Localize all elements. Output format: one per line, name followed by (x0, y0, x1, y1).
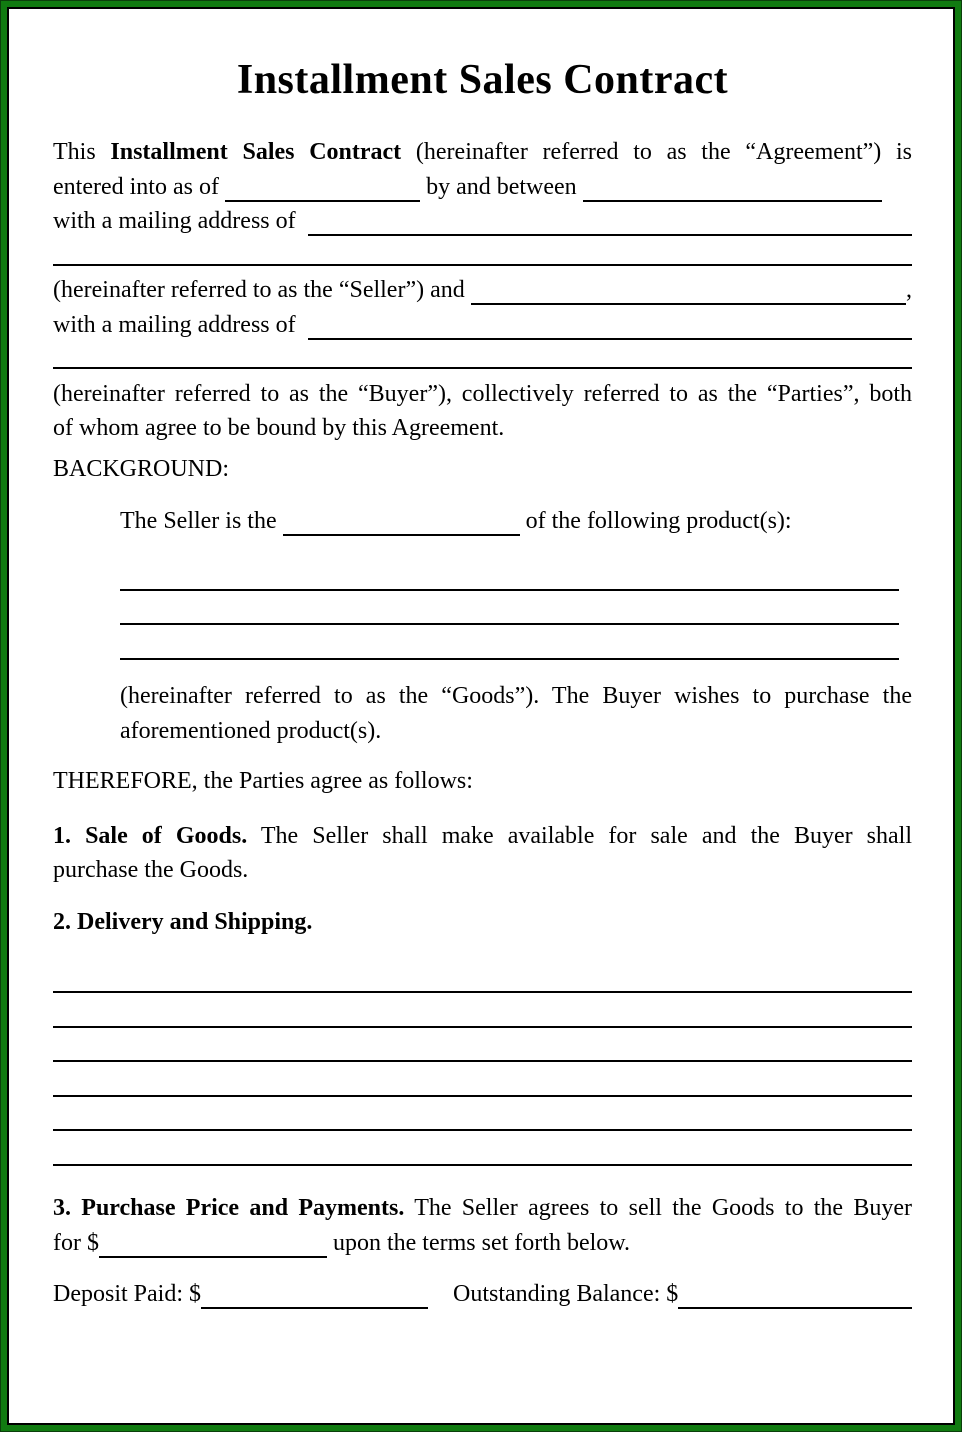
blank-field (99, 1231, 327, 1258)
text-segment: (hereinafter referred to as the “Goods”). The Buyer wishes to purchase the (120, 683, 912, 709)
text-segment: This (53, 139, 111, 165)
blank-rule-line (53, 1070, 912, 1105)
text-line (53, 819, 912, 854)
text-segment: of the following product(s): (519, 508, 792, 534)
text-segment: 3. Purchase Price and Payments. (53, 1195, 405, 1221)
text-line (53, 452, 912, 487)
text-line (53, 1277, 912, 1312)
text-line (120, 504, 912, 539)
product-blank-lines (53, 564, 912, 668)
text-segment: Outstanding Balance: $ (453, 1281, 679, 1307)
blank-field (678, 1282, 912, 1309)
text-segment: THEREFORE, the Parties agree as follows: (53, 768, 473, 794)
background-heading (53, 452, 912, 487)
text-line (53, 204, 912, 239)
goods-paragraph (53, 679, 912, 748)
text-line (120, 679, 912, 714)
blank-field (308, 313, 912, 340)
text-segment: for $ (53, 1229, 99, 1256)
section-3-purchase-price (53, 1191, 912, 1260)
text-segment: aforementioned product(s). (120, 717, 382, 744)
blank-field (53, 1001, 912, 1028)
text-line (53, 1191, 912, 1226)
therefore-line (53, 764, 912, 799)
text-segment: , (906, 277, 912, 303)
blank-field (53, 1139, 912, 1166)
text-segment: with a mailing address of (53, 208, 308, 234)
text-segment: with a mailing address of (53, 311, 308, 338)
text-line (53, 170, 912, 205)
blank-field (53, 342, 912, 369)
contract-form (7, 7, 955, 1425)
text-line (53, 377, 912, 412)
text-segment: (hereinafter referred to as the “Agreement”) is (401, 139, 913, 165)
blank-rule-line (53, 1001, 912, 1036)
blank-field (308, 209, 912, 236)
intro-paragraph (53, 135, 912, 446)
text-segment: 2. Delivery and Shipping. (53, 908, 313, 935)
green-border-frame (1, 1, 961, 1431)
blank-field (283, 509, 520, 536)
text-line (53, 273, 912, 308)
text-line (53, 411, 912, 446)
blank-field (53, 1070, 912, 1097)
text-segment: (hereinafter referred to as the “Seller”) and (53, 277, 471, 303)
text-line (53, 1226, 912, 1261)
blank-rule-line (120, 598, 899, 633)
text-segment: The Seller is the (120, 508, 283, 534)
blank-field (120, 564, 899, 591)
blank-rule-line (53, 239, 912, 274)
text-segment: of whom agree to be bound by this Agreement. (53, 415, 505, 441)
delivery-blank-lines (53, 966, 912, 1173)
blank-rule-line (53, 966, 912, 1001)
text-line (53, 764, 912, 799)
text-segment: The Seller shall make available for sale and the Buyer shall (247, 822, 913, 849)
text-segment: purchase the Goods. (53, 857, 249, 883)
text-line (53, 135, 912, 170)
blank-field (53, 239, 912, 266)
blank-field (120, 633, 899, 660)
text-line (53, 853, 912, 888)
blank-field (53, 1035, 912, 1062)
section-2-delivery-heading (53, 905, 912, 940)
text-segment: Deposit Paid: $ (53, 1281, 201, 1307)
text-segment: The Seller agrees to sell the Goods to the Buyer (404, 1195, 913, 1221)
text-segment: 1. Sale of Goods. (53, 822, 248, 849)
blank-rule-line (120, 633, 899, 668)
blank-field (225, 175, 420, 202)
blank-field (120, 598, 899, 625)
text-line (120, 714, 912, 749)
blank-field (583, 175, 882, 202)
blank-rule-line (53, 342, 912, 377)
blank-field (201, 1282, 428, 1309)
text-segment: (hereinafter referred to as the “Buyer”), collectively referred to as the “Parties”, both (53, 380, 912, 407)
text-segment: by and between (420, 173, 583, 200)
text-segment: entered into as of (53, 173, 225, 200)
blank-field (471, 278, 906, 305)
blank-rule-line (53, 1139, 912, 1174)
text-line (53, 905, 912, 940)
blank-field (53, 1104, 912, 1131)
blank-field (53, 966, 912, 993)
deposit-balance-line (53, 1277, 912, 1312)
document-title: Installment Sales Contract (236, 57, 729, 103)
section-1-sale-of-goods (53, 819, 912, 888)
blank-rule-line (120, 564, 899, 599)
text-segment: Installment Sales Contract (110, 139, 402, 165)
text-line (53, 308, 912, 343)
blank-rule-line (53, 1104, 912, 1139)
blank-rule-line (53, 1035, 912, 1070)
text-segment: upon the terms set forth below. (326, 1229, 631, 1256)
text-segment: BACKGROUND: (53, 455, 230, 482)
seller-role-line (53, 504, 912, 539)
